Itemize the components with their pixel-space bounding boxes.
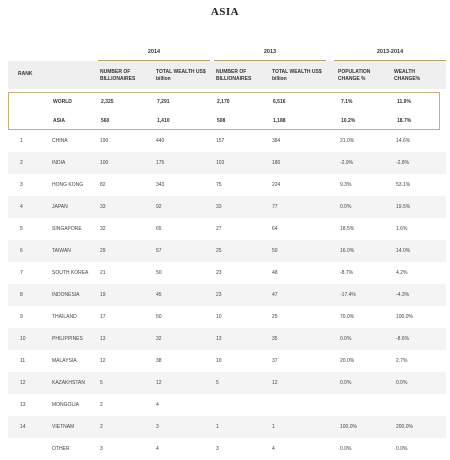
summary-wealth-2014: 1,410 [157, 118, 170, 124]
summary-wealth-change: 11.9% [397, 99, 411, 105]
cell-wealth-2014: 4 [156, 402, 159, 408]
cell-rank: 4 [20, 204, 23, 210]
summary-name: ASIA [53, 118, 65, 124]
cell-billionaires-2013: 157 [216, 138, 225, 144]
cell-rank: 12 [20, 380, 26, 386]
cell-billionaires-2013: 27 [216, 226, 222, 232]
cell-billionaires-2014: 2 [100, 424, 103, 430]
cell-wealth-2013: 50 [272, 248, 278, 254]
summary-billionaires-2014: 560 [101, 118, 110, 124]
page-title: ASIA [210, 6, 240, 18]
cell-wealth-change: 1.6% [396, 226, 408, 232]
cell-wealth-change: 19.5% [396, 204, 411, 210]
cell-billionaires-2013: 23 [216, 270, 222, 276]
cell-billionaires-2013: 25 [216, 248, 222, 254]
cell-billionaires-2013: 3 [216, 446, 219, 452]
cell-country: INDIA [52, 160, 66, 166]
summary-wealth-2014: 7,291 [157, 99, 170, 105]
table-row [8, 306, 446, 328]
table-row [8, 438, 446, 460]
cell-wealth-change: 14.6% [396, 138, 411, 144]
cell-population-change: 18.5% [340, 226, 355, 232]
summary-billionaires-2014: 2,325 [101, 99, 114, 105]
column-header-billionaires-2014: NUMBER OF BILLIONAIRES [100, 69, 136, 82]
cell-wealth-change: -4.3% [396, 292, 410, 298]
cell-wealth-2014: 57 [156, 248, 162, 254]
cell-country: THAILAND [52, 314, 77, 320]
cell-country: JAPAN [52, 204, 68, 210]
table-row [8, 262, 446, 284]
year-heading-2014: 2014 [147, 49, 161, 55]
summary-wealth-change: 18.7% [397, 118, 412, 124]
cell-wealth-2014: 175 [156, 160, 165, 166]
cell-wealth-change: 0.0% [396, 446, 408, 452]
cell-wealth-change: 14.0% [396, 248, 411, 254]
table-row [8, 372, 446, 394]
cell-country: SINGAPORE [52, 226, 82, 232]
cell-billionaires-2013: 10 [216, 314, 222, 320]
cell-country: TAIWAN [52, 248, 71, 254]
cell-population-change: -8.7% [340, 270, 354, 276]
cell-rank: 9 [20, 314, 23, 320]
cell-rank: 10 [20, 336, 26, 342]
cell-population-change: 9.3% [340, 182, 352, 188]
cell-billionaires-2014: 5 [100, 380, 103, 386]
summary-name: WORLD [53, 99, 72, 105]
cell-rank: 2 [20, 160, 23, 166]
column-header-wealth-2014: TOTAL WEALTH US$ billion [156, 69, 206, 82]
cell-billionaires-2014: 190 [100, 138, 109, 144]
cell-wealth-2013: 37 [272, 358, 278, 364]
cell-population-change: 21.0% [340, 138, 355, 144]
cell-country: SOUTH KOREA [52, 270, 89, 276]
cell-country: VIETNAM [52, 424, 75, 430]
cell-population-change: 100.0% [340, 424, 357, 430]
summary-population-change: 7.1% [341, 99, 353, 105]
cell-rank: 8 [20, 292, 23, 298]
cell-rank: 11 [20, 358, 26, 364]
cell-billionaires-2013: 33 [216, 204, 222, 210]
column-header-population-change: POPULATION CHANGE % [338, 69, 371, 82]
cell-rank: 7 [20, 270, 23, 276]
table-row [8, 394, 446, 416]
column-header-wealth-change: WEALTH CHANGE% [394, 69, 421, 82]
column-header-wealth-2013: TOTAL WEALTH US$ billion [272, 69, 322, 82]
cell-wealth-2014: 92 [156, 204, 162, 210]
table-row [8, 152, 446, 174]
year-heading-range: 2013-2014 [376, 49, 404, 55]
cell-wealth-change: 200.0% [396, 424, 413, 430]
cell-wealth-2014: 440 [156, 138, 165, 144]
cell-wealth-2014: 45 [156, 292, 162, 298]
cell-billionaires-2014: 29 [100, 248, 106, 254]
cell-population-change: 16.0% [340, 248, 355, 254]
cell-wealth-2014: 32 [156, 336, 162, 342]
cell-wealth-change: 100.0% [396, 314, 413, 320]
cell-billionaires-2014: 21 [100, 270, 106, 276]
cell-wealth-2013: 180 [272, 160, 281, 166]
cell-billionaires-2013: 13 [216, 336, 222, 342]
cell-wealth-2013: 384 [272, 138, 281, 144]
cell-population-change: -17.4% [340, 292, 356, 298]
cell-wealth-2013: 12 [272, 380, 278, 386]
cell-billionaires-2013: 10 [216, 358, 222, 364]
cell-country: MALAYSIA [52, 358, 77, 364]
summary-population-change: 10.2% [341, 118, 356, 124]
table-row [8, 416, 446, 438]
cell-billionaires-2014: 19 [100, 292, 106, 298]
cell-billionaires-2014: 17 [100, 314, 106, 320]
year-heading-2013: 2013 [263, 49, 277, 55]
cell-rank: 6 [20, 248, 23, 254]
cell-rank: 5 [20, 226, 23, 232]
cell-wealth-change: 2.7% [396, 358, 408, 364]
cell-wealth-change: 4.2% [396, 270, 408, 276]
cell-billionaires-2014: 33 [100, 204, 106, 210]
summary-billionaires-2013: 508 [217, 118, 226, 124]
table-row [8, 130, 446, 152]
cell-country: INDONESIA [52, 292, 80, 298]
cell-wealth-change: 0.0% [396, 380, 408, 386]
column-header-billionaires-2013: NUMBER OF BILLIONAIRES [216, 69, 252, 82]
cell-billionaires-2014: 32 [100, 226, 106, 232]
cell-wealth-2013: 25 [272, 314, 278, 320]
cell-wealth-2014: 65 [156, 226, 162, 232]
cell-rank: 3 [20, 182, 23, 188]
table-row [8, 218, 446, 240]
summary-wealth-2013: 6,516 [273, 99, 286, 105]
cell-wealth-2014: 4 [156, 446, 159, 452]
cell-wealth-change: 53.1% [396, 182, 411, 188]
table-row [8, 174, 446, 196]
cell-rank: 14 [20, 424, 26, 430]
cell-population-change: 0.0% [340, 446, 352, 452]
summary-wealth-2013: 1,188 [273, 118, 286, 124]
cell-population-change: 70.0% [340, 314, 355, 320]
cell-population-change: -2.9% [340, 160, 354, 166]
cell-wealth-2014: 50 [156, 270, 162, 276]
cell-billionaires-2014: 82 [100, 182, 106, 188]
cell-country: CHINA [52, 138, 68, 144]
cell-population-change: 0.0% [340, 380, 352, 386]
cell-wealth-2014: 12 [156, 380, 162, 386]
table-row [8, 328, 446, 350]
table-row [8, 284, 446, 306]
cell-billionaires-2014: 2 [100, 402, 103, 408]
cell-rank: 13 [20, 402, 26, 408]
cell-country: HONG KONG [52, 182, 84, 188]
cell-population-change: 0.0% [340, 336, 352, 342]
cell-billionaires-2014: 12 [100, 358, 106, 364]
table-row [8, 350, 446, 372]
cell-wealth-2013: 1 [272, 424, 275, 430]
cell-billionaires-2014: 13 [100, 336, 106, 342]
cell-wealth-2014: 3 [156, 424, 159, 430]
cell-wealth-2014: 38 [156, 358, 162, 364]
cell-billionaires-2013: 1 [216, 424, 219, 430]
cell-country: KAZAKHSTAN [52, 380, 85, 386]
cell-wealth-change: -2.8% [396, 160, 410, 166]
cell-wealth-2013: 64 [272, 226, 278, 232]
cell-country: OTHER [52, 446, 70, 452]
cell-wealth-2013: 35 [272, 336, 278, 342]
cell-population-change: 0.0% [340, 204, 352, 210]
cell-wealth-2013: 77 [272, 204, 278, 210]
cell-billionaires-2014: 3 [100, 446, 103, 452]
table-row [8, 196, 446, 218]
summary-box [8, 92, 440, 130]
cell-country: PHILIPPINES [52, 336, 83, 342]
cell-population-change: 20.0% [340, 358, 355, 364]
cell-wealth-2014: 343 [156, 182, 165, 188]
cell-billionaires-2013: 23 [216, 292, 222, 298]
cell-country: MONGOLIA [52, 402, 79, 408]
cell-billionaires-2013: 103 [216, 160, 225, 166]
table-row [8, 240, 446, 262]
cell-wealth-2014: 50 [156, 314, 162, 320]
table-header [8, 61, 446, 89]
summary-billionaires-2013: 2,170 [217, 99, 230, 105]
cell-wealth-change: -8.6% [396, 336, 410, 342]
cell-wealth-2013: 47 [272, 292, 278, 298]
cell-wealth-2013: 224 [272, 182, 281, 188]
cell-rank: 1 [20, 138, 23, 144]
cell-billionaires-2013: 75 [216, 182, 222, 188]
column-header-rank: RANK [18, 71, 33, 77]
cell-wealth-2013: 48 [272, 270, 278, 276]
cell-wealth-2013: 4 [272, 446, 275, 452]
cell-billionaires-2014: 100 [100, 160, 109, 166]
cell-billionaires-2013: 5 [216, 380, 219, 386]
